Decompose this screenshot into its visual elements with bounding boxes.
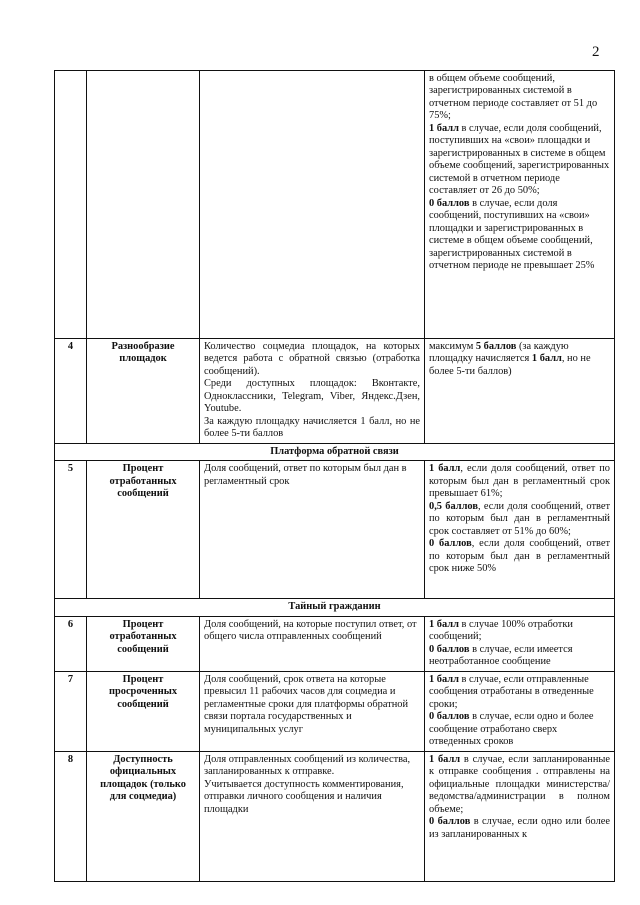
row-number: 5 [55, 461, 87, 599]
criteria-line: 1 балл в случае, если доля сообщений, поступивших на «свои» площадки и зарегистрированных в системе в общем объеме сообщений, зарегистрированных системой в отчетном периоде составляет от 26 до 50%; [429, 122, 610, 197]
criteria-line: 0 баллов в случае, если одно и более сообщение отработано сверх отведенных сроков [429, 711, 594, 748]
scoring-criteria [425, 751, 615, 881]
criteria-line: 0 баллов в случае, если имеется неотработанное сообщение [429, 643, 573, 668]
indicator-name: Разнообразие площадок [87, 339, 200, 444]
criteria-table [54, 70, 615, 882]
indicator-name: Процент отработанных сообщений [87, 461, 200, 599]
criteria-line: 1 балл, если доля сообщений, ответ по которым был дан в регламентный срок превышает 61%; [429, 463, 610, 500]
criteria-line: 0,5 баллов, если доля сообщений, ответ по которым был дан в регламентный срок составляет от 51% до 60%; [429, 500, 610, 537]
table-row-continued [55, 71, 615, 339]
row-number-cell [55, 71, 87, 339]
table-row [55, 616, 615, 671]
table-row [55, 339, 615, 444]
indicator-name: Процент просроченных сообщений [87, 671, 200, 751]
criteria-line: 1 балл в случае 100% отработки сообщений; [429, 618, 573, 643]
indicator-description: Доля сообщений, ответ по которым был дан в регламентный срок [200, 461, 425, 599]
criteria-line: в общем объеме сообщений, зарегистрированных системой в отчетном периоде составляет от 51 до 75%; [429, 73, 598, 122]
scoring-criteria [425, 671, 615, 751]
page-number: 2 [592, 44, 600, 60]
criteria-line: 1 балл в случае, если отправленные сообщения отработаны в отведенные сроки; [429, 673, 594, 710]
scoring-criteria-cell [425, 71, 615, 339]
row-number: 8 [55, 751, 87, 881]
section-header-row [55, 443, 615, 460]
table-row [55, 751, 615, 881]
criteria-line: 1 балл в случае, если запланированные к отправке сообщения . отправлены на официальные площадки министерства/ведомства/администрации в полном объеме; [429, 753, 610, 815]
indicator-description: Количество соцмедиа площадок, на которых ведется работа с обратной связью (отработка сообщений). Среди доступных площадок: Вконтакте, Одноклассники, Telegram, Viber, Яндекс.Дзен, Youtube. За каждую площадку начисляется 1 балл, но не более 5-ти баллов [200, 339, 425, 444]
criteria-line: 0 баллов в случае, если одно или более из запланированных к [429, 816, 610, 840]
indicator-description: Доля сообщений, на которые поступил ответ, от общего числа отправленных сообщений [200, 616, 425, 671]
section-header-row [55, 599, 615, 616]
table-row [55, 461, 615, 599]
row-number: 7 [55, 671, 87, 751]
scoring-criteria [425, 616, 615, 671]
indicator-description: Доля сообщений, срок ответа на которые превысил 11 рабочих часов для соцмедиа и регламентные сроки для платформы обратной связи портала государственных и муниципальных услуг [200, 671, 425, 751]
indicator-name-cell [87, 71, 200, 339]
scoring-criteria [425, 339, 615, 444]
section-title: Тайный гражданин [55, 599, 615, 616]
criteria-line: 0 баллов в случае, если доля сообщений, поступивших на «свои» площадки и зарегистрированных в системе в общем объеме сообщений, зарегистрированных системой в отчетном периоде не превышает 25% [429, 197, 595, 272]
indicator-name: Процент отработанных сообщений [87, 616, 200, 671]
criteria-line: 0 баллов, если доля сообщений, ответ по которым был дан в регламентный срок ниже 50% [429, 538, 611, 575]
criteria-line: максимум 5 баллов (за каждую площадку начисляется 1 балл, но не более 5-ти баллов) [429, 341, 591, 377]
row-number: 6 [55, 616, 87, 671]
indicator-description: Доля отправленных сообщений из количества, запланированных к отправке. Учитывается доступность комментирования, отправки личного сообщения и наличия площадки [200, 751, 425, 881]
row-number: 4 [55, 339, 87, 444]
table-row [55, 671, 615, 751]
indicator-description-cell [200, 71, 425, 339]
indicator-name: Доступность официальных площадок (только для соцмедиа) [87, 751, 200, 881]
section-title: Платформа обратной связи [55, 443, 615, 460]
scoring-criteria [425, 461, 615, 599]
